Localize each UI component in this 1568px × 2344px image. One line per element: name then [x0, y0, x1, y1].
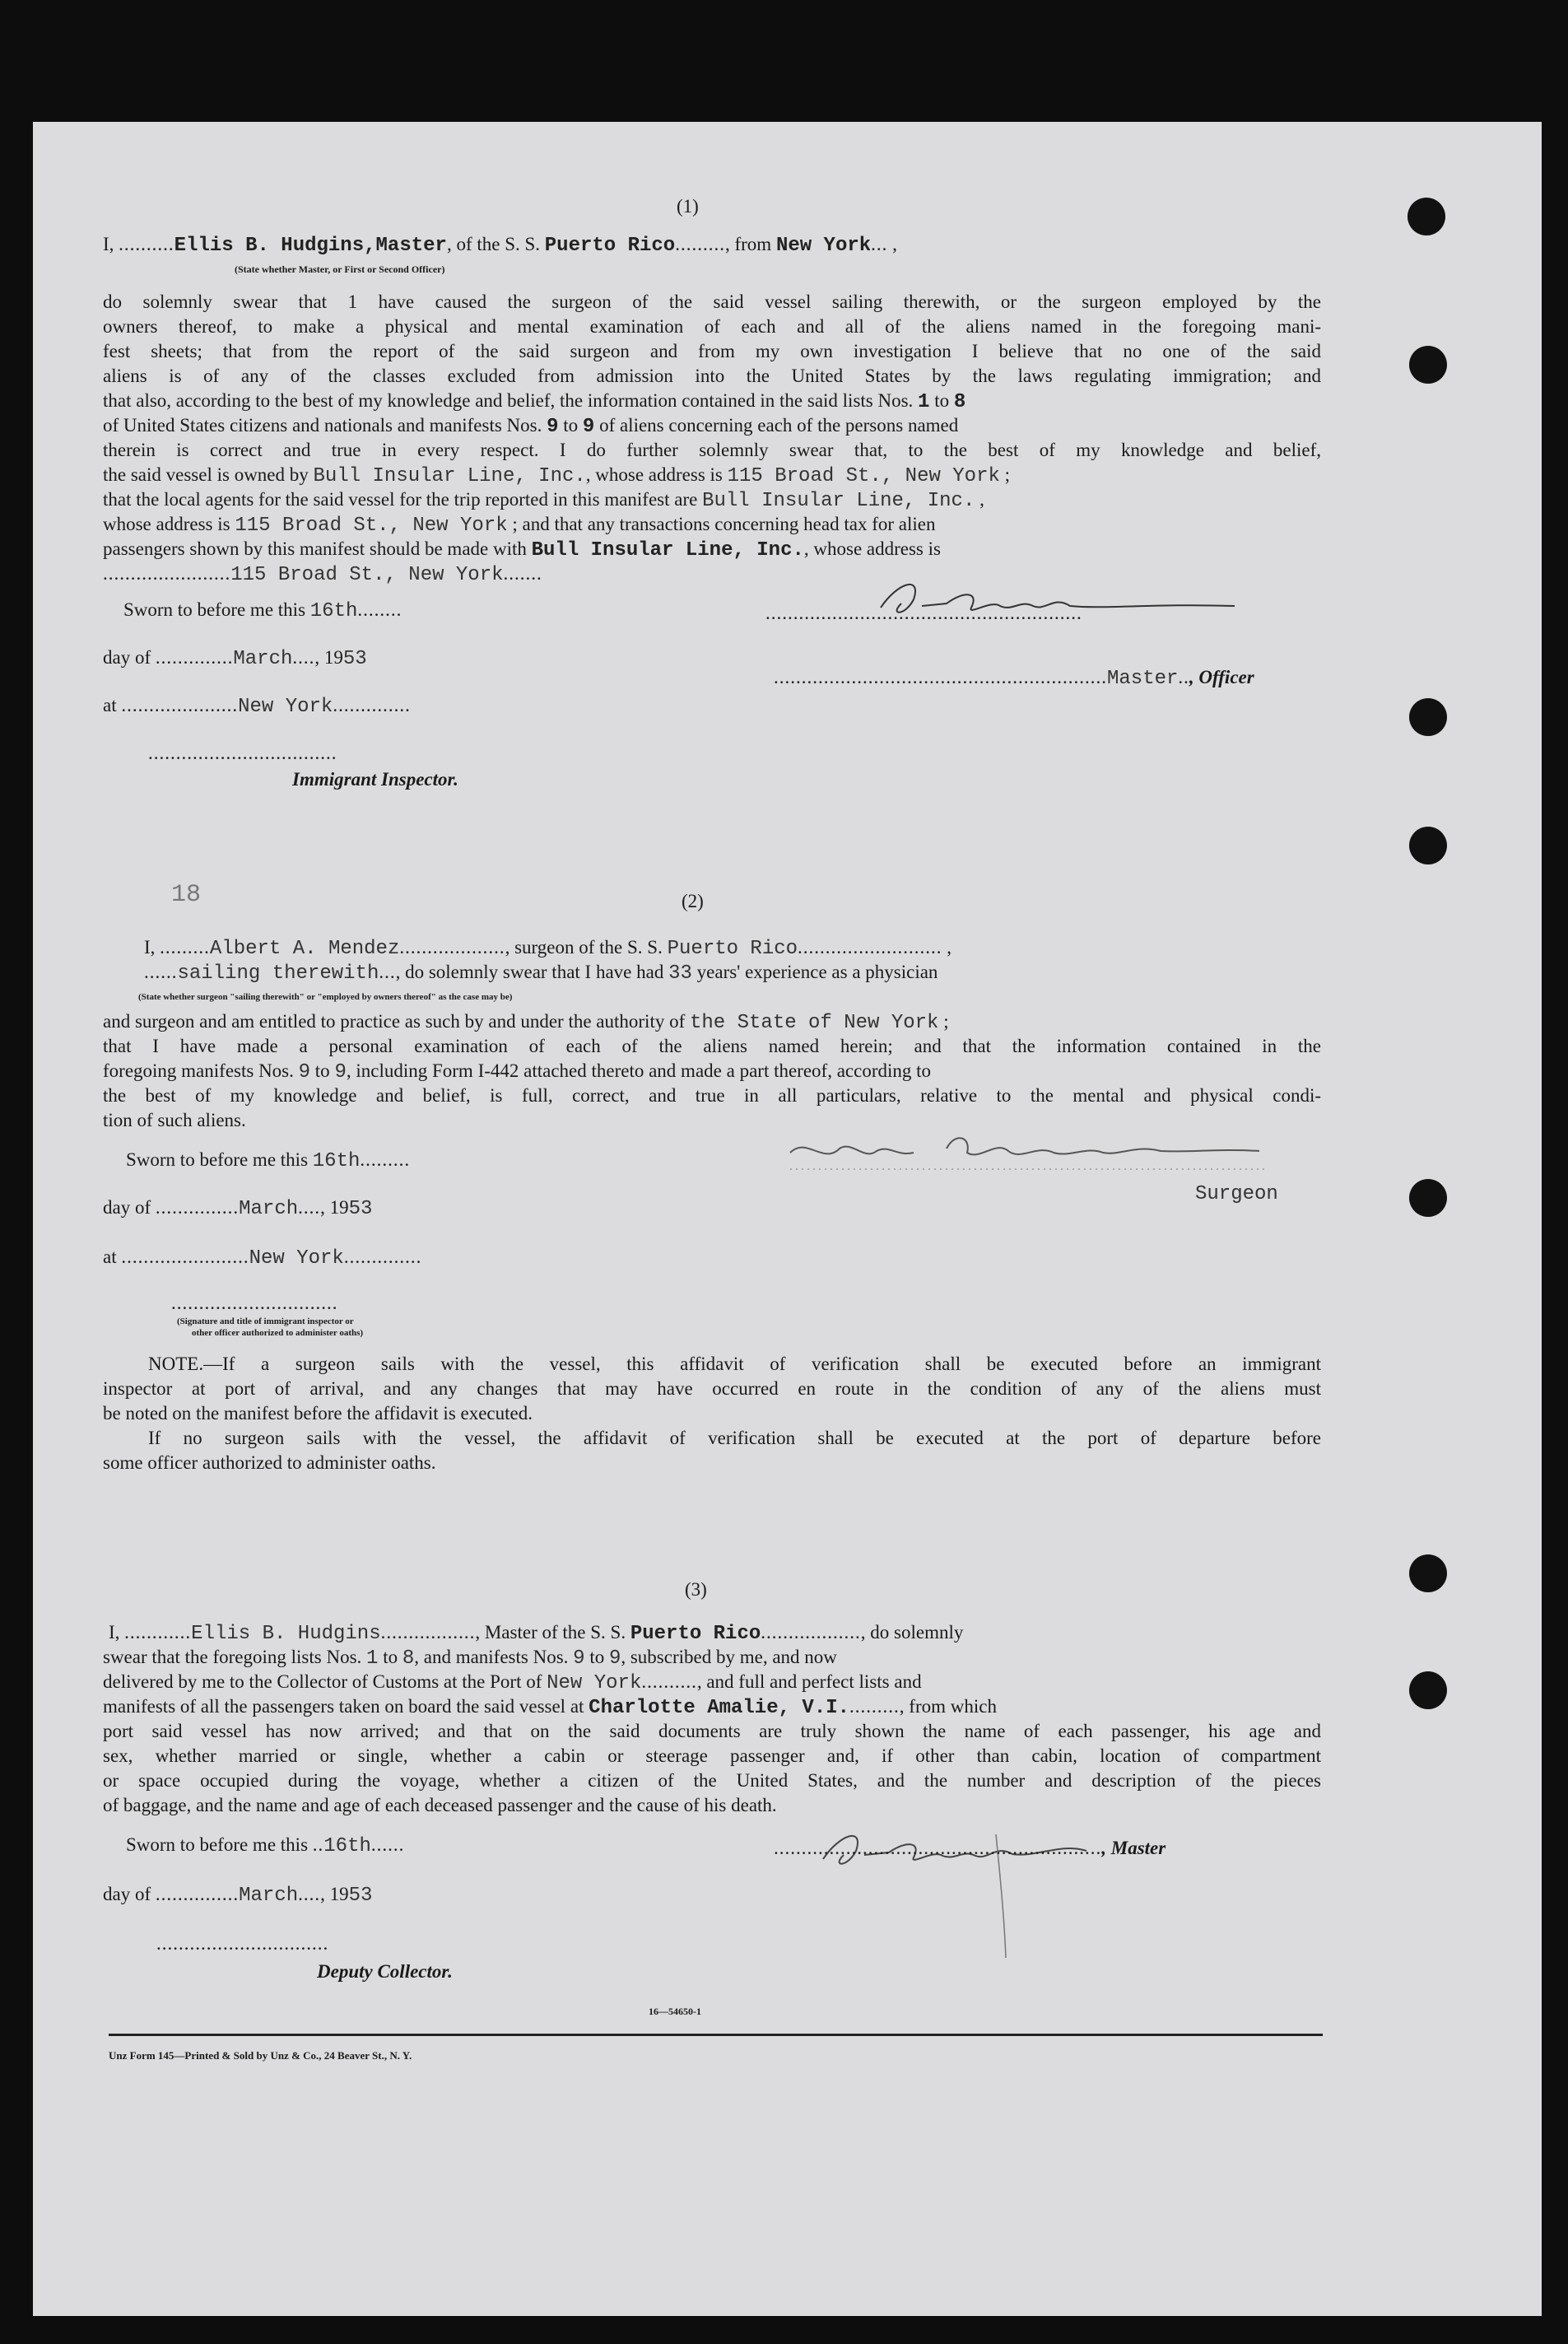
agent-address: 115 Broad St., New York — [235, 515, 508, 537]
master-note: (State whether Master, or First or Second Officer) — [235, 263, 445, 275]
punch-hole — [1409, 1179, 1447, 1217]
dots: ... — [379, 962, 396, 982]
body-line: tion of such aliens. — [103, 1110, 246, 1130]
text: whose address is — [103, 514, 235, 534]
body-line: owners thereof, to make a physical and mental examination of each and all of the aliens named in the foregoing mani- — [103, 316, 1321, 337]
day-of-line — [103, 1882, 372, 1908]
sworn-place: New York — [238, 696, 333, 718]
text: to — [310, 1060, 335, 1081]
dots: ............ — [124, 1622, 192, 1643]
note-line: be noted on the manifest before the affidavit is executed. — [103, 1403, 533, 1424]
manifests-to: 9 — [608, 1647, 621, 1670]
lists-manifests-line — [103, 1645, 837, 1671]
lists-to: 8 — [953, 391, 966, 413]
vessel-name: Puerto Rico — [630, 1623, 761, 1645]
dots: ...... — [144, 962, 178, 982]
text: day of — [103, 1884, 156, 1904]
punch-hole — [1409, 698, 1447, 736]
dots: ...... — [370, 1834, 405, 1855]
master-signature — [790, 1801, 1284, 1983]
master-name: Ellis B. Hudgins — [191, 1623, 381, 1645]
body-line: the best of my knowledge and belief, is full, correct, and true in all particulars, relative to the mental and physical condi- — [103, 1085, 1321, 1106]
text: swear that the foregoing lists Nos. — [103, 1647, 367, 1667]
dots: .............. — [333, 695, 411, 715]
signature-dots: ......................................................... — [765, 603, 1082, 623]
dots: ....................... — [121, 1247, 249, 1267]
punch-hole — [1409, 1671, 1447, 1709]
text: , do solemnly swear that I have had — [395, 962, 669, 982]
text: ; and that any transactions concerning head tax for alien — [507, 514, 936, 534]
text: I, — [109, 1622, 125, 1643]
text: that the local agents for the said vessel for the trip reported in this manifest are — [103, 489, 703, 510]
vessel-owner: Bull Insular Line, Inc. — [313, 465, 586, 487]
master-suffix: , Master — [1101, 1838, 1166, 1858]
officer-line — [774, 665, 1254, 692]
inspector-title: Immigrant Inspector. — [292, 769, 458, 790]
dots: .... — [298, 1197, 321, 1218]
port-line — [103, 1670, 922, 1696]
note-line: NOTE.—If a surgeon sails with the vessel, this affidavit of verification shall be executed before an immigrant — [148, 1354, 1321, 1374]
vessel-name: Puerto Rico — [667, 938, 798, 960]
officer-suffix: , Officer — [1189, 667, 1254, 687]
punch-hole — [1407, 198, 1445, 235]
text: at — [103, 695, 122, 715]
head-tax-line — [103, 537, 941, 563]
sworn-year: 53 — [348, 1885, 373, 1907]
body-line: of baggage, and the name and age of each deceased passenger and the cause of his death. — [103, 1795, 777, 1815]
arrival-port: New York — [547, 1672, 642, 1694]
body-line: fest sheets; that from the report of the said surgeon and from my own investigation I believe that no one of the said — [103, 341, 1321, 361]
dots: .......... — [641, 1671, 697, 1692]
local-agent: Bull Insular Line, Inc. — [702, 490, 975, 512]
dots: .. — [1178, 667, 1189, 687]
vessel-name: Puerto Rico — [544, 235, 676, 257]
punch-hole — [1409, 827, 1447, 864]
oath-signature-line: .............................. — [171, 1293, 338, 1313]
owner-address: 115 Broad St., New York — [727, 465, 1000, 487]
section-number: (2) — [682, 891, 704, 911]
text: to — [558, 415, 583, 436]
text: other officer authorized to administer oaths) — [192, 1328, 364, 1338]
body-line: sex, whether married or single, whether a cabin or steerage passenger and, if other than cabin, location of compartment — [103, 1745, 1321, 1766]
lists-to: 8 — [402, 1647, 415, 1670]
owner-line — [103, 463, 1010, 489]
text: day of — [103, 1197, 156, 1218]
departure-port: New York — [775, 235, 872, 257]
licensing-authority: the State of New York — [690, 1012, 939, 1034]
body-line: that I have made a personal examination of each of the aliens named herein; and that the information contained in the — [103, 1036, 1321, 1056]
text: , surgeon of the S. S. — [505, 937, 668, 958]
dots: .......... — [119, 234, 174, 254]
body-line: aliens is of any of the classes excluded from admission into the United States by the laws regulating immigration; and — [103, 366, 1321, 386]
agent-address-line — [103, 512, 935, 538]
dots: .............. — [343, 1247, 422, 1267]
text: , do solemnly — [860, 1622, 964, 1643]
text: years' experience as a physician — [691, 962, 938, 982]
dots: ..................... — [121, 695, 239, 715]
master-name: Ellis B. Hudgins,Master — [174, 235, 447, 257]
day-of-line — [103, 645, 367, 672]
master-declaration-line — [109, 1620, 1321, 1647]
head-tax-agent: Bull Insular Line, Inc. — [531, 539, 804, 562]
sworn-day: 16th — [312, 1150, 361, 1172]
dots: .............. — [155, 647, 234, 668]
dots: ............................................................ — [774, 667, 1107, 687]
text: at — [103, 1247, 122, 1267]
text: the said vessel is owned by — [103, 464, 314, 485]
dots: .................. — [761, 1622, 861, 1643]
dots: .... — [298, 1884, 321, 1904]
surgeon-title: Surgeon — [1195, 1183, 1278, 1205]
dots: ........ — [357, 599, 402, 620]
text: to — [378, 1647, 402, 1667]
surgeon-note: (State whether surgeon "sailing therewith" or "employed by owners thereof" as the case may be) — [138, 992, 513, 1002]
text: , — [942, 937, 952, 958]
footer-rule — [109, 2034, 1323, 2036]
text: , of the S. S. — [446, 234, 545, 254]
dots: ... — [871, 234, 888, 254]
footer-printer: Unz Form 145—Printed & Sold by Unz & Co., 24 Beaver St., N. Y. — [109, 2049, 412, 2062]
text: , — [975, 489, 984, 510]
inspector-signature-line: .................................. — [148, 743, 337, 763]
sworn-month: March — [239, 1885, 299, 1907]
lists-from: 1 — [918, 391, 930, 413]
text: ; — [999, 464, 1011, 485]
text: , 19 — [314, 647, 343, 668]
surgeon-status-line — [144, 960, 938, 986]
text: I, — [103, 234, 119, 254]
dots: ....... — [503, 563, 542, 584]
oath-signature-note — [177, 1316, 363, 1339]
manifests-to: 9 — [582, 416, 595, 438]
master-declaration-line — [103, 232, 1321, 259]
dots: ......... — [849, 1696, 900, 1717]
text: , 19 — [320, 1197, 349, 1218]
text: (Signature and title of immigrant inspector or — [177, 1316, 354, 1326]
dots: ................... — [399, 937, 505, 958]
dots: ....................... — [103, 563, 231, 584]
sworn-month: March — [233, 648, 293, 670]
page-mark: 18 — [171, 881, 202, 909]
text: of United States citizens and nationals and manifests Nos. — [103, 415, 547, 436]
dots: ......... — [160, 937, 210, 958]
note-line: If no surgeon sails with the vessel, the affidavit of verification shall be executed at the port of departure before — [148, 1428, 1321, 1448]
dots: ......... — [675, 234, 725, 254]
text: delivered by me to the Collector of Customs at the Port of — [103, 1671, 547, 1692]
sworn-line — [126, 1148, 410, 1174]
body-line: do solemnly swear that 1 have caused the surgeon of the said vessel sailing therewith, or the surgeon employed by the — [103, 291, 1321, 312]
dots: ........................................................... — [774, 1838, 1102, 1858]
text: and surgeon and am entitled to practice as such by and under the authority of — [103, 1011, 690, 1032]
sworn-day: 16th — [323, 1835, 371, 1857]
text: , subscribed by me, and now — [621, 1647, 837, 1667]
body-line: port said vessel has now arrived; and that on the said documents are truly shown the name of each passenger, his age and — [103, 1721, 1321, 1741]
sworn-day: 16th — [309, 600, 358, 622]
punch-hole — [1409, 1554, 1447, 1592]
agents-line — [103, 487, 984, 514]
text: , — [887, 234, 897, 254]
text: , whose address is — [803, 538, 941, 559]
text: , and manifests Nos. — [414, 1647, 574, 1667]
sworn-year: 53 — [348, 1198, 373, 1220]
text: day of — [103, 647, 156, 668]
note-line: some officer authorized to administer oaths. — [103, 1452, 436, 1473]
dots: .......................... — [798, 937, 942, 958]
manifests-line — [103, 413, 958, 440]
text: that also, according to the best of my knowledge and belief, the information contained in the said lists Nos. — [103, 390, 919, 411]
note-line: inspector at port of arrival, and any changes that may have occurred en route in the condition of any of the aliens must — [103, 1378, 1321, 1399]
manifest-affidavit-page — [33, 122, 1542, 2316]
surgeon-declaration-line — [144, 935, 1321, 962]
authority-line — [103, 1009, 949, 1036]
text: manifests of all the passengers taken on board the said vessel at — [103, 1696, 589, 1717]
day-of-line — [103, 1195, 372, 1222]
text: passengers shown by this manifest should be made with — [103, 538, 532, 559]
head-tax-address-line — [103, 562, 542, 588]
dots: ................. — [380, 1622, 476, 1643]
text: of aliens concerning each of the persons named — [594, 415, 959, 436]
text: Sworn to before me this — [123, 599, 310, 620]
section-number: (1) — [677, 196, 699, 217]
collector-title: Deputy Collector. — [317, 1961, 453, 1982]
sworn-line — [123, 598, 402, 624]
dots: ......... — [360, 1149, 411, 1170]
surgeon-status: sailing therewith — [177, 962, 379, 985]
lists-line — [103, 389, 965, 415]
dots: ............... — [155, 1884, 240, 1904]
embarkation-place: Charlotte Amalie, V.I. — [589, 1697, 850, 1719]
sworn-line — [126, 1833, 404, 1859]
years-experience: 33 — [668, 962, 692, 985]
sworn-month: March — [239, 1198, 299, 1220]
text: , and full and perfect lists and — [696, 1671, 922, 1692]
text: , from which — [899, 1696, 997, 1717]
officer-title: Master — [1107, 668, 1179, 690]
dots: .. — [312, 1834, 324, 1855]
at-line — [103, 1245, 421, 1271]
lists-from: 1 — [366, 1647, 379, 1670]
embark-line — [103, 1694, 997, 1721]
text: Sworn to before me this — [126, 1149, 313, 1170]
section-number: (3) — [685, 1579, 707, 1600]
manifests-to: 9 — [334, 1061, 347, 1083]
manifests-from: 9 — [573, 1647, 585, 1670]
foregoing-manifests-line — [103, 1059, 931, 1085]
body-line: therein is correct and true in every respect. I do further solemnly swear that, to the best of my knowledge and belief, — [103, 440, 1321, 460]
master-signature-line — [774, 1836, 1166, 1861]
text: to — [584, 1647, 609, 1667]
sworn-place: New York — [249, 1247, 344, 1270]
text: Sworn to before me this — [126, 1834, 313, 1855]
text: , Master of the S. S. — [475, 1622, 630, 1643]
body-line: or space occupied during the voyage, whether a citizen of the United States, and the number and description of the pieces — [103, 1770, 1321, 1791]
text: ; — [938, 1011, 949, 1032]
text: , 19 — [320, 1884, 349, 1904]
collector-signature-line: ............................... — [156, 1933, 329, 1954]
text: , from — [724, 234, 776, 254]
text: , whose address is — [585, 464, 728, 485]
dots: ............... — [155, 1197, 240, 1218]
manifests-from: 9 — [298, 1061, 311, 1083]
text: , including Form I-442 attached thereto and made a part thereof, according to — [346, 1060, 932, 1081]
surgeon-signature — [774, 1128, 1300, 1186]
dots: .... — [292, 647, 315, 668]
text: foregoing manifests Nos. — [103, 1060, 299, 1081]
sworn-year: 53 — [342, 648, 367, 670]
text: to — [929, 390, 954, 411]
at-line — [103, 693, 411, 720]
manifests-from: 9 — [547, 416, 559, 438]
punch-hole — [1409, 346, 1447, 384]
text: I, — [144, 937, 161, 958]
surgeon-name: Albert A. Mendez — [209, 938, 400, 960]
head-tax-address: 115 Broad St., New York — [230, 564, 504, 586]
form-number: 16—54650-1 — [649, 2006, 701, 2017]
